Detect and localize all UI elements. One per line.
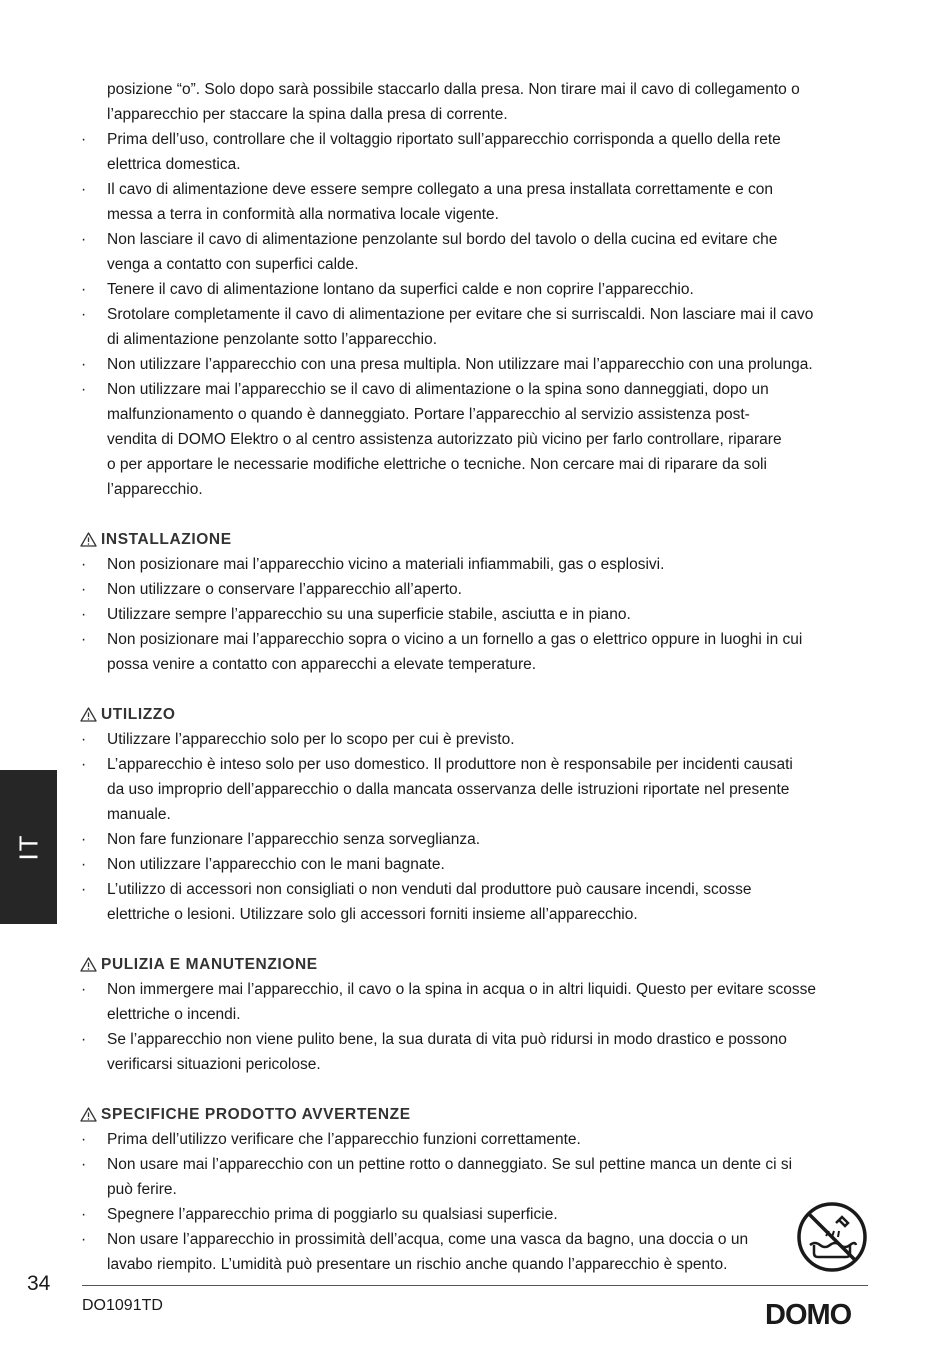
bullet-dot-icon: · [81, 556, 87, 573]
bullet-list [80, 727, 880, 927]
text-line: l’apparecchio per staccare la spina dalla presa di corrente. [107, 106, 508, 123]
section-heading-label: PULIZIA E MANUTENZIONE [101, 956, 318, 973]
bullet-dot-icon: · [81, 731, 87, 748]
text-line: Non lasciare il cavo di alimentazione penzolante sul bordo del tavolo o della cucina ed evitare che [107, 231, 778, 248]
intro-block [80, 77, 880, 502]
bullet-dot-icon: · [81, 631, 87, 648]
section-heading-label: SPECIFICHE PRODOTTO AVVERTENZE [101, 1106, 411, 1123]
section-heading [80, 952, 880, 977]
sections-container [80, 527, 880, 1277]
bullet-dot-icon: · [81, 181, 87, 198]
text-line: posizione “o”. Solo dopo sarà possibile staccarlo dalla presa. Non tirare mai il cavo di collegamento o [107, 81, 800, 98]
section-heading-label: INSTALLAZIONE [101, 531, 232, 548]
text-line: può ferire. [107, 1181, 177, 1198]
brand-logo: DOMO [765, 1299, 852, 1331]
document-body [80, 77, 880, 1277]
bullet-list [80, 977, 880, 1077]
text-line: di alimentazione penzolante sotto l’apparecchio. [107, 331, 438, 348]
text-line: l’apparecchio. [107, 481, 203, 498]
bullet-dot-icon: · [81, 581, 87, 598]
text-line: Prima dell’uso, controllare che il voltaggio riportato sull’apparecchio corrisponda a quello della rete [107, 131, 781, 148]
text-line: Prima dell’utilizzo verificare che l’apparecchio funzioni correttamente. [107, 1131, 581, 1148]
text-line: da uso improprio dell’apparecchio o dalla mancata osservanza delle istruzioni riportate nel presente [107, 781, 790, 798]
list-item [80, 727, 880, 752]
text-line: Tenere il cavo di alimentazione lontano da superfici calde e non coprire l’apparecchio. [107, 281, 694, 298]
bullet-dot-icon: · [81, 231, 87, 248]
list-item [80, 227, 880, 277]
list-item [80, 1027, 880, 1077]
bullet-dot-icon: · [81, 1031, 87, 1048]
text-line: vendita di DOMO Elektro o al centro assistenza autorizzato più vicino per farlo controllare, riparare [107, 431, 782, 448]
text-line: Utilizzare sempre l’apparecchio su una superficie stabile, asciutta e in piano. [107, 606, 631, 623]
bullet-dot-icon: · [81, 756, 87, 773]
text-line: Non fare funzionare l’apparecchio senza sorveglianza. [107, 831, 481, 848]
warning-triangle-icon [80, 957, 97, 972]
text-line: malfunzionamento o quando è danneggiato. Portare l’apparecchio al servizio assistenza post- [107, 406, 750, 423]
list-item [80, 552, 880, 577]
text-line: Non usare mai l’apparecchio con un pettine rotto o danneggiato. Se sul pettine manca un dente ci si [107, 1156, 793, 1173]
list-item [80, 377, 880, 502]
bullet-dot-icon: · [81, 1206, 87, 1223]
list-item [80, 977, 880, 1027]
section-heading [80, 702, 880, 727]
text-line: Srotolare completamente il cavo di alimentazione per evitare che si surriscaldi. Non lasciare mai il cavo [107, 306, 814, 323]
bullet-list [80, 552, 880, 677]
text-line: Il cavo di alimentazione deve essere sempre collegato a una presa installata correttamente e con [107, 181, 774, 198]
list-item [80, 852, 880, 877]
section [80, 1102, 880, 1277]
section-heading [80, 527, 880, 552]
bullet-dot-icon: · [81, 856, 87, 873]
section [80, 702, 880, 927]
bullet-dot-icon: · [81, 1231, 87, 1248]
text-line: L’apparecchio è inteso solo per uso domestico. Il produttore non è responsabile per incidenti causati [107, 756, 793, 773]
text-line: o per apportare le necessarie modifiche elettriche o tecniche. Non cercare mai di riparare da soli [107, 456, 767, 473]
text-line: possa venire a contatto con apparecchi a elevate temperature. [107, 656, 537, 673]
list-item [80, 302, 880, 352]
list-item [80, 127, 880, 177]
text-line: Utilizzare l’apparecchio solo per lo scopo per cui è previsto. [107, 731, 515, 748]
bullet-dot-icon: · [81, 981, 87, 998]
section [80, 952, 880, 1077]
list-item [80, 602, 880, 627]
bullet-dot-icon: · [81, 1156, 87, 1173]
bullet-dot-icon: · [81, 281, 87, 298]
bullet-dot-icon: · [81, 881, 87, 898]
list-item [80, 277, 880, 302]
text-line: Non utilizzare mai l’apparecchio se il cavo di alimentazione o la spina sono danneggiati, dopo un [107, 381, 769, 398]
list-item [80, 177, 880, 227]
text-line: lavabo riempito. L’umidità può presentare un rischio anche quando l’apparecchio è spento. [107, 1256, 728, 1273]
footer-divider [82, 1285, 868, 1286]
intro-bullet-list [80, 127, 880, 502]
model-number: DO1091TD [82, 1297, 163, 1314]
language-tab [0, 770, 57, 924]
continuation-paragraph [80, 77, 880, 127]
list-item [80, 577, 880, 602]
warning-triangle-icon [80, 707, 97, 722]
text-line: Non immergere mai l’apparecchio, il cavo o la spina in acqua o in altri liquidi. Questo per evitare scosse [107, 981, 817, 998]
text-line: manuale. [107, 806, 171, 823]
language-tab-label: IT [13, 833, 43, 861]
list-item [80, 752, 880, 827]
text-line: Non utilizzare l’apparecchio con una presa multipla. Non utilizzare mai l’apparecchio con una prolunga. [107, 356, 813, 373]
bullet-dot-icon: · [81, 381, 87, 398]
list-item [80, 352, 880, 377]
list-item [80, 1127, 880, 1152]
bullet-dot-icon: · [81, 306, 87, 323]
warning-triangle-icon [80, 532, 97, 547]
text-line: L’utilizzo di accessori non consigliati o non venduti dal produttore può causare incendi, scosse [107, 881, 752, 898]
section-heading-label: UTILIZZO [101, 706, 176, 723]
bullet-dot-icon: · [81, 606, 87, 623]
list-item [80, 827, 880, 852]
text-line: elettriche o incendi. [107, 1006, 241, 1023]
section [80, 527, 880, 677]
section-heading [80, 1102, 880, 1127]
no-water-icon [796, 1201, 868, 1273]
text-line: Se l’apparecchio non viene pulito bene, la sua durata di vita può ridursi in modo drastico e possono [107, 1031, 787, 1048]
bullet-dot-icon: · [81, 131, 87, 148]
text-line: verificarsi situazioni pericolose. [107, 1056, 321, 1073]
bullet-dot-icon: · [81, 356, 87, 373]
bullet-list [80, 1127, 880, 1277]
text-line: Non posizionare mai l’apparecchio sopra o vicino a un fornello a gas o elettrico oppure in luoghi in cui [107, 631, 803, 648]
text-line: Non utilizzare l’apparecchio con le mani bagnate. [107, 856, 445, 873]
list-item [80, 1152, 880, 1202]
text-line: venga a contatto con superfici calde. [107, 256, 359, 273]
text-line: elettriche o lesioni. Utilizzare solo gli accessori forniti insieme all’apparecchio. [107, 906, 638, 923]
bullet-dot-icon: · [81, 1131, 87, 1148]
list-item [80, 877, 880, 927]
text-line: Non utilizzare o conservare l’apparecchio all’aperto. [107, 581, 462, 598]
list-item [80, 627, 880, 677]
text-line: Non posizionare mai l’apparecchio vicino a materiali infiammabili, gas o esplosivi. [107, 556, 665, 573]
text-line: messa a terra in conformità alla normativa locale vigente. [107, 206, 499, 223]
text-line: Spegnere l’apparecchio prima di poggiarlo su qualsiasi superficie. [107, 1206, 558, 1223]
list-item [80, 1202, 880, 1227]
text-line: elettrica domestica. [107, 156, 241, 173]
text-line: Non usare l’apparecchio in prossimità dell’acqua, come una vasca da bagno, una doccia o un [107, 1231, 749, 1248]
bullet-dot-icon: · [81, 831, 87, 848]
warning-triangle-icon [80, 1107, 97, 1122]
page-number: 34 [27, 1272, 51, 1295]
list-item [80, 1227, 880, 1277]
